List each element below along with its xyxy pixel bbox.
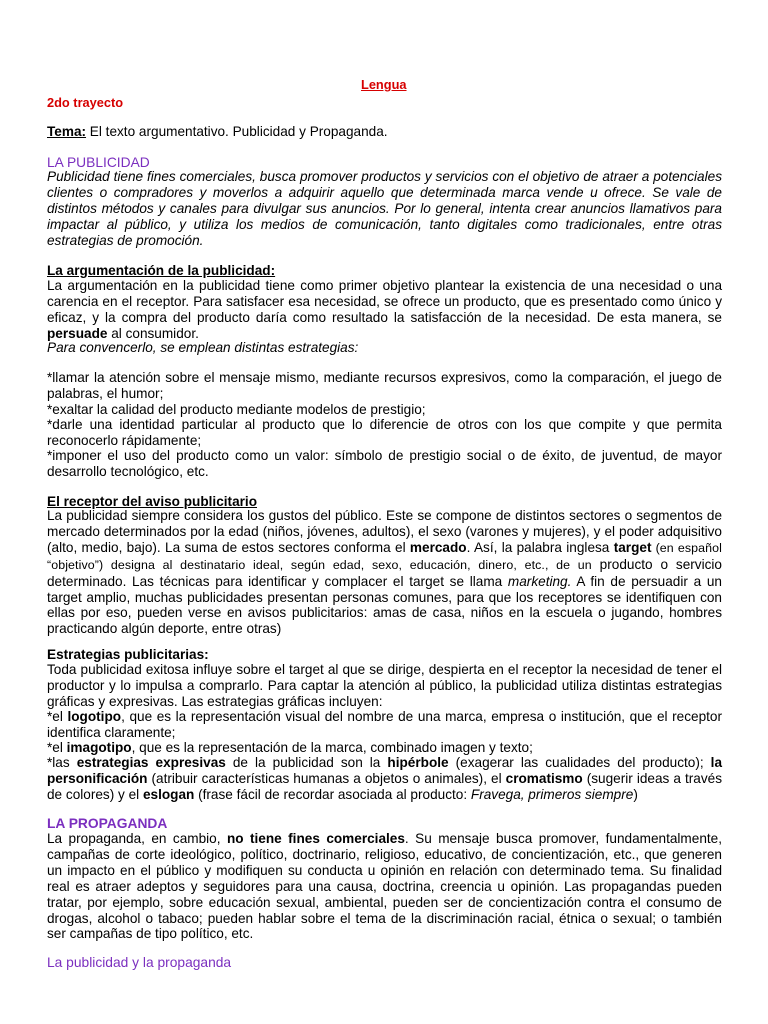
estrategias-intro: Toda publicidad exitosa influye sobre el target al que se dirige, despierta en el receptor la necesidad de tener el productor y lo impulsa a comprarlo. Para captar la atención al público, la publicidad utiliza distintas estrategias gráficas y expresivas. Las estrategias gráficas incluyen: [47,662,722,709]
publicidad-body: Publicidad tiene fines comerciales, busca promover productos y servicios con el objetivo de atraer a potenciales clientes o compradores y moverlos a adquirir aquello que determinada marca vende u ofrece. Se vale de distintos métodos y canales para divulgar sus anuncios. Por lo general, intenta crear anuncios llamativos para impactar al público, y utiliza los medios de comunicación, tanto digitales como tradicionales, entre otras estrategias de promoción. [47,169,722,248]
expresivas-term: estrategias expresivas [76,755,226,770]
receptor-text-2: . Así, la palabra inglesa [466,539,614,555]
target-term: target [613,539,652,555]
no-fines-term: no tiene fines comerciales [226,831,405,846]
expresivas-text-end: ) [633,786,638,802]
mercado-term: mercado [409,539,467,555]
publicidad-heading: LA PUBLICIDAD [47,155,150,170]
personificacion-term: la personificación [47,755,723,786]
estrategias-heading: Estrategias publicitarias: [47,647,209,662]
argumentacion-body [47,278,722,342]
argumentacion-text: La argumentación en la publicidad tiene como primer objetivo plantear la existencia de una necesidad o una carencia en el receptor. Para satisfacer esa necesidad, se ofrece un producto, que es presentado como único y eficaz, y la compra del producto daría como resultado la satisfacción de la necesidad. De esta manera, se [47,278,722,325]
logotipo-prefix: *el [47,709,68,724]
strategy-item-1: *llamar la atención sobre el mensaje mismo, mediante recursos expresivos, como la comparación, el juego de palabras, el humor; [47,370,722,401]
imagotipo-item [47,740,722,756]
strategy-item-4: *imponer el uso del producto como un valor: símbolo de prestigio social o de éxito, de juventud, de mayor desarrollo tecnológico, etc. [47,448,722,479]
expresivas-item [47,755,722,803]
strategy-item-2: *exaltar la calidad del producto mediante modelos de prestigio; [47,402,426,417]
imagotipo-prefix: *el [47,740,67,755]
propaganda-heading: LA PROPAGANDA [47,816,168,831]
expresivas-text-2: (exagerar las cualidades del producto); [448,755,711,770]
tema-line [47,124,722,140]
argumentacion-text-end: al consumidor. [107,325,199,341]
argumentacion-heading: La argumentación de la publicidad: [47,263,276,278]
logotipo-text: , que es la representación visual del nombre de una marca, empresa o institución, que el receptor identifica claramente; [47,709,722,740]
persuade-term: persuade [47,325,108,341]
eslogan-term: eslogan [142,786,195,802]
expresivas-text-1: de la publicidad son la [225,755,388,770]
receptor-body [47,508,722,637]
logotipo-item [47,709,722,741]
receptor-text-1: La publicidad siempre considera los gustos del público. Este se compone de distintos sectores o segmentos de mercado determinados por la edad (niños, jóvenes, adultos), el sexo (varones y mujeres), y el poder adquisitivo (alto, medio, bajo). La suma de estos sectores conforma el [47,508,722,555]
target-definition: (en español “objetivo”) designa al destinatario ideal, según edad, sexo, educación, dinero, etc., de un [47,540,722,572]
tema-text: El texto argumentativo. Publicidad y Propaganda. [86,124,388,139]
expresivas-text-4: (sugerir ideas a través de colores) y el [47,770,722,802]
expresivas-prefix: *las [47,755,77,770]
footer-heading: La publicidad y la propaganda [47,955,232,970]
propaganda-text-1: La propaganda, en cambio, [47,831,227,846]
cromatismo-term: cromatismo [505,770,583,786]
propaganda-body [47,831,722,942]
expresivas-text-5: (frase fácil de recordar asociada al producto: [194,786,471,802]
subject-title: Lengua [361,77,407,92]
receptor-text-4: A fin de persuadir a un target amplio, muchas publicidades presentan personas comunes, para que los receptores se identifiquen con ellas por eso, pueden verse en avisos publicitarios: amas de casa, niños en la escuela o jugando, hombres practicando algún deporte, entre otras) [47,573,722,637]
hiperbole-term: hipérbole [387,755,449,770]
marketing-term: marketing. [507,573,572,589]
expresivas-text-3: (atribuir características humanas a objetos o animales), el [147,770,506,786]
receptor-text-3: producto o servicio determinado. Las técnicas para identificar y complacer el target se llama [47,556,722,589]
level-title: 2do trayecto [47,95,124,110]
propaganda-text-2: . Su mensaje busca promover, fundamentalmente, campañas de corte ideológico, político, doctrinario, religioso, educativo, de concientización, etc., que generen un impacto en el público y modifiquen su conducta u opinión en relación con determinado tema. Su finalidad real es atraer adeptos y seguidores para una causa, doctrina, creencia u opinión. Las propagandas pueden tratar, por ejemplo, sobre educación sexual, ambiental, pueden ser de concientización contra el consumo de drogas, alcohol o tabaco; pueden hablar sobre el tema de la discriminación racial, étnica o sexual; o también ser campañas de tipo político, etc. [47,831,722,942]
imagotipo-text: , que es la representación de la marca, combinado imagen y texto; [131,740,533,755]
logotipo-term: logotipo [67,709,122,724]
tema-label: Tema: [47,124,87,139]
fravega-slogan: Fravega, primeros siempre [470,786,634,802]
imagotipo-term: imagotipo [66,740,132,755]
argumentacion-italic: Para convencerlo, se emplean distintas estrategias: [47,340,359,355]
receptor-heading: El receptor del aviso publicitario [47,494,258,509]
strategy-item-3: *darle una identidad particular al producto que lo diferencie de otros con los que compite y que permita reconocerlo rápidamente; [47,417,722,448]
